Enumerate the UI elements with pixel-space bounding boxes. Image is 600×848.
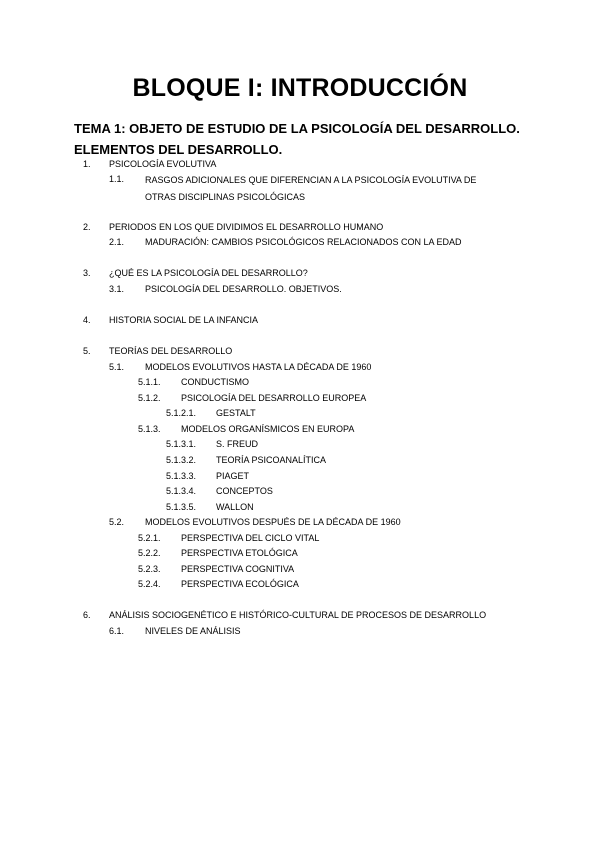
outline-number: 2.1.: [109, 237, 125, 247]
outline-text: PIAGET: [216, 471, 250, 481]
outline-number: 6.: [83, 610, 91, 620]
outline-number: 5.1.1.: [138, 377, 161, 387]
outline-number: 5.1.3.3.: [166, 471, 197, 481]
document-subtitle: TEMA 1: OBJETO DE ESTUDIO DE LA PSICOLOGÍA DEL DESARROLLO. ELEMENTOS DEL DESARROLLO.: [74, 121, 520, 157]
outline-number: 5.1.3.1.: [166, 439, 197, 449]
outline-text: RASGOS ADICIONALES QUE DIFERENCIAN A LA PSICOLOGÍA EVOLUTIVA DE OTRAS DISCIPLINAS PSICOLÓGICAS: [145, 175, 477, 202]
outline-text: MODELOS EVOLUTIVOS DESPUÉS DE LA DÉCADA DE 1960: [145, 517, 401, 527]
outline-text: PERSPECTIVA ETOLÓGICA: [181, 548, 298, 558]
outline-number: 3.: [83, 268, 91, 278]
outline-number: 5.1.3.4.: [166, 486, 197, 496]
outline-number: 2.: [83, 222, 91, 232]
outline-text: TEORÍA PSICOANALÍTICA: [216, 455, 327, 465]
outline-number: 5.1.2.1.: [166, 408, 197, 418]
outline-text: MODELOS EVOLUTIVOS HASTA LA DÉCADA DE 1960: [145, 362, 372, 372]
outline-number: 1.1.: [109, 174, 125, 184]
outline-text: HISTORIA SOCIAL DE LA INFANCIA: [109, 315, 259, 325]
outline-text: ¿QUÉ ES LA PSICOLOGÍA DEL DESARROLLO?: [109, 268, 308, 278]
outline-number: 5.1.3.: [138, 424, 161, 434]
outline-text: PERSPECTIVA DEL CICLO VITAL: [181, 533, 320, 543]
outline-text: GESTALT: [216, 408, 256, 418]
outline-text: MODELOS ORGANÍSMICOS EN EUROPA: [181, 424, 355, 434]
outline-number: 5.1.2.: [138, 393, 161, 403]
outline-text: NIVELES DE ANÁLISIS: [145, 626, 241, 636]
outline-text: PSICOLOGÍA DEL DESARROLLO EUROPEA: [181, 393, 367, 403]
outline-number: 5.: [83, 346, 91, 356]
outline-number: 5.2.1.: [138, 533, 161, 543]
outline-text: PERSPECTIVA COGNITIVA: [181, 564, 295, 574]
outline-text: TEORÍAS DEL DESARROLLO: [109, 346, 233, 356]
outline-text: ANÁLISIS SOCIOGENÉTICO E HISTÓRICO-CULTURAL DE PROCESOS DE DESARROLLO: [109, 610, 487, 620]
outline-number: 5.1.3.5.: [166, 502, 197, 512]
outline-text: PSICOLOGÍA DEL DESARROLLO. OBJETIVOS.: [145, 284, 342, 294]
outline-number: 5.2.2.: [138, 548, 161, 558]
outline-text: PERIODOS EN LOS QUE DIVIDIMOS EL DESARROLLO HUMANO: [109, 222, 384, 232]
outline-number: 5.1.: [109, 362, 125, 372]
outline-text: PERSPECTIVA ECOLÓGICA: [181, 579, 299, 589]
outline-number: 3.1.: [109, 284, 125, 294]
outline-number: 1.: [83, 159, 91, 169]
outline-text: S. FREUD: [216, 439, 259, 449]
outline-number: 4.: [83, 315, 91, 325]
outline-number: 5.2.4.: [138, 579, 161, 589]
document-title: BLOQUE I: INTRODUCCIÓN: [132, 74, 468, 102]
outline-number: 5.2.3.: [138, 564, 161, 574]
outline-text: PSICOLOGÍA EVOLUTIVA: [109, 159, 217, 169]
outline-text: WALLON: [216, 502, 254, 512]
outline-text: MADURACIÓN: CAMBIOS PSICOLÓGICOS RELACIONADOS CON LA EDAD: [145, 237, 462, 247]
outline-number: 5.2.: [109, 517, 125, 527]
outline-number: 5.1.3.2.: [166, 455, 197, 465]
outline-number: 6.1.: [109, 626, 125, 636]
outline-text: CONDUCTISMO: [181, 377, 249, 387]
outline-text: CONCEPTOS: [216, 486, 273, 496]
